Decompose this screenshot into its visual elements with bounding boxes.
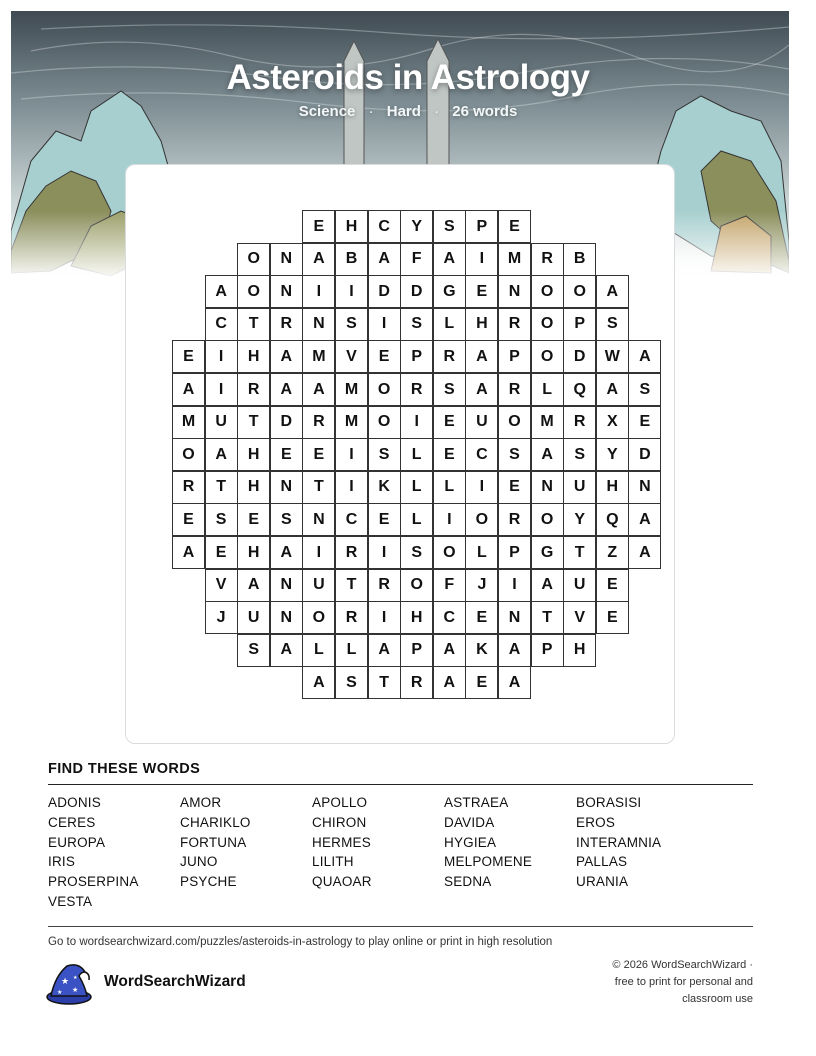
grid-cell[interactable]: H <box>335 210 368 243</box>
grid-cell[interactable]: P <box>498 340 531 373</box>
grid-cell[interactable]: I <box>302 275 335 308</box>
grid-cell[interactable]: A <box>531 569 564 602</box>
grid-cell[interactable]: T <box>531 601 564 634</box>
footer-url-text: Go to wordsearchwizard.com/puzzles/asteroids-in-astrology to play online or print in high resolution <box>48 936 553 948</box>
grid-cell[interactable]: A <box>270 634 303 667</box>
grid-cell[interactable]: P <box>400 634 433 667</box>
copyright-line: classroom use <box>682 993 753 1005</box>
word-list-item: PALLAS <box>576 854 628 870</box>
grid-cell[interactable]: D <box>628 438 661 471</box>
grid-cell[interactable]: Y <box>596 438 629 471</box>
grid-cell[interactable]: M <box>335 373 368 406</box>
copyright-notice <box>553 957 753 1008</box>
grid-cell[interactable]: O <box>531 340 564 373</box>
grid-cell[interactable]: O <box>400 569 433 602</box>
grid-cell[interactable]: O <box>433 536 466 569</box>
word-list-item: URANIA <box>576 874 629 890</box>
grid-cell[interactable]: N <box>531 471 564 504</box>
grid-cell[interactable]: Q <box>596 503 629 536</box>
grid-cell[interactable]: B <box>335 243 368 276</box>
grid-cell[interactable]: A <box>368 634 401 667</box>
grid-cell[interactable]: M <box>172 406 205 439</box>
grid-cell[interactable]: E <box>433 406 466 439</box>
grid-cell[interactable]: G <box>433 275 466 308</box>
grid-cell[interactable]: U <box>465 406 498 439</box>
grid-cell[interactable]: A <box>628 340 661 373</box>
grid-cell[interactable]: Q <box>563 373 596 406</box>
grid-cell[interactable]: N <box>628 471 661 504</box>
grid-cell[interactable]: O <box>302 601 335 634</box>
grid-cell[interactable]: I <box>335 438 368 471</box>
grid-cell[interactable]: S <box>498 438 531 471</box>
grid-cell[interactable]: T <box>237 406 270 439</box>
grid-cell[interactable]: N <box>270 569 303 602</box>
grid-cell[interactable]: S <box>237 634 270 667</box>
grid-cell[interactable]: L <box>433 308 466 341</box>
svg-text:★: ★ <box>72 986 79 994</box>
word-list-item: DAVIDA <box>444 814 495 830</box>
grid-cell[interactable]: I <box>368 536 401 569</box>
grid-cell[interactable]: E <box>465 666 498 699</box>
word-list-item: CHIRON <box>312 814 367 830</box>
grid-cell[interactable]: V <box>563 601 596 634</box>
grid-cell[interactable]: O <box>531 308 564 341</box>
grid-cell[interactable]: H <box>563 634 596 667</box>
grid-cell[interactable]: R <box>400 373 433 406</box>
word-list-item: EROS <box>576 814 616 830</box>
word-list-item: INTERAMNIA <box>576 834 662 850</box>
grid-cell[interactable]: A <box>172 536 205 569</box>
word-list-item: QUAOAR <box>312 874 372 890</box>
word-list-item: EUROPA <box>48 834 106 850</box>
grid-cell[interactable]: I <box>368 308 401 341</box>
grid-cell[interactable]: E <box>596 569 629 602</box>
grid-cell[interactable]: R <box>433 340 466 373</box>
grid-cell[interactable]: S <box>368 438 401 471</box>
grid-cell[interactable]: C <box>205 308 238 341</box>
grid-cell[interactable]: R <box>563 406 596 439</box>
grid-cell[interactable]: E <box>433 438 466 471</box>
word-list-item: ASTRAEA <box>444 795 509 810</box>
grid-cell[interactable]: N <box>270 275 303 308</box>
grid-cell[interactable]: R <box>302 406 335 439</box>
grid-cell[interactable]: A <box>205 275 238 308</box>
grid-cell[interactable]: H <box>596 471 629 504</box>
grid-cell[interactable]: I <box>433 503 466 536</box>
grid-cell[interactable]: A <box>302 373 335 406</box>
grid-cell[interactable]: C <box>433 601 466 634</box>
word-list-item: FORTUNA <box>180 834 247 850</box>
grid-cell[interactable]: A <box>465 340 498 373</box>
grid-cell[interactable]: H <box>237 471 270 504</box>
difficulty-label: Hard <box>386 103 421 120</box>
grid-cell[interactable]: E <box>172 503 205 536</box>
grid-cell[interactable]: L <box>302 634 335 667</box>
grid-cell[interactable]: J <box>465 569 498 602</box>
word-list-item: SEDNA <box>444 874 492 890</box>
word-list <box>48 793 748 912</box>
grid-cell[interactable]: M <box>335 406 368 439</box>
grid-cell[interactable]: O <box>172 438 205 471</box>
page-title: Asteroids in Astrology <box>226 58 590 97</box>
grid-cell[interactable]: E <box>302 438 335 471</box>
grid-cell[interactable]: T <box>302 471 335 504</box>
grid-cell[interactable]: A <box>270 340 303 373</box>
grid-cell[interactable]: S <box>205 503 238 536</box>
puzzle-meta <box>0 103 816 120</box>
grid-cell[interactable]: A <box>368 243 401 276</box>
grid-cell[interactable]: X <box>596 406 629 439</box>
grid-cell[interactable]: A <box>433 634 466 667</box>
grid-cell[interactable]: F <box>400 243 433 276</box>
grid-cell[interactable]: N <box>270 243 303 276</box>
word-list-item: IRIS <box>48 854 76 870</box>
grid-cell[interactable]: N <box>498 275 531 308</box>
divider <box>48 784 753 785</box>
grid-cell[interactable]: A <box>498 634 531 667</box>
grid-cell[interactable]: E <box>368 340 401 373</box>
grid-cell[interactable]: Y <box>400 210 433 243</box>
grid-cell[interactable]: E <box>498 210 531 243</box>
grid-cell[interactable]: D <box>563 340 596 373</box>
grid-cell[interactable]: S <box>433 210 466 243</box>
grid-cell[interactable]: N <box>498 601 531 634</box>
word-count-label: 26 words <box>452 103 518 120</box>
word-list-heading: FIND THESE WORDS <box>48 761 201 777</box>
grid-cell[interactable]: J <box>205 601 238 634</box>
grid-cell[interactable]: G <box>531 536 564 569</box>
grid-cell[interactable]: K <box>465 634 498 667</box>
word-list-item: HERMES <box>312 834 371 850</box>
grid-cell[interactable]: D <box>400 275 433 308</box>
grid-cell[interactable]: I <box>465 243 498 276</box>
grid-cell[interactable]: S <box>596 308 629 341</box>
grid-cell[interactable]: T <box>563 536 596 569</box>
grid-cell[interactable]: A <box>498 666 531 699</box>
grid-cell[interactable]: A <box>628 536 661 569</box>
grid-cell[interactable]: O <box>465 503 498 536</box>
grid-cell[interactable]: O <box>237 275 270 308</box>
grid-cell[interactable]: S <box>563 438 596 471</box>
grid-cell[interactable]: R <box>531 243 564 276</box>
grid-cell[interactable]: R <box>400 666 433 699</box>
grid-cell[interactable]: O <box>368 406 401 439</box>
grid-cell[interactable]: A <box>531 438 564 471</box>
grid-cell[interactable]: I <box>400 406 433 439</box>
grid-cell[interactable]: N <box>302 308 335 341</box>
grid-cell[interactable]: I <box>205 340 238 373</box>
word-list-item: CERES <box>48 814 96 830</box>
grid-cell[interactable]: T <box>205 471 238 504</box>
divider <box>48 926 753 927</box>
grid-cell[interactable]: E <box>270 438 303 471</box>
grid-cell[interactable]: R <box>368 569 401 602</box>
grid-cell[interactable]: E <box>465 601 498 634</box>
grid-cell[interactable]: B <box>563 243 596 276</box>
grid-cell[interactable]: E <box>205 536 238 569</box>
grid-cell[interactable]: I <box>335 471 368 504</box>
grid-cell[interactable]: H <box>237 340 270 373</box>
grid-cell[interactable]: A <box>465 373 498 406</box>
word-list-item: LILITH <box>312 854 354 870</box>
grid-cell[interactable]: R <box>172 471 205 504</box>
grid-cell[interactable]: U <box>563 569 596 602</box>
grid-cell[interactable]: D <box>270 406 303 439</box>
grid-cell[interactable]: H <box>465 308 498 341</box>
grid-cell[interactable]: A <box>172 373 205 406</box>
grid-cell[interactable]: L <box>400 438 433 471</box>
grid-cell[interactable]: K <box>368 471 401 504</box>
grid-cell[interactable]: O <box>531 275 564 308</box>
grid-cell[interactable]: H <box>237 536 270 569</box>
grid-cell[interactable]: A <box>302 666 335 699</box>
category-label: Science <box>298 103 356 120</box>
grid-cell[interactable]: I <box>335 275 368 308</box>
grid-cell[interactable]: R <box>335 536 368 569</box>
grid-cell[interactable]: T <box>368 666 401 699</box>
copyright-line: © 2026 WordSearchWizard · <box>612 959 753 971</box>
grid-cell[interactable]: C <box>368 210 401 243</box>
grid-cell[interactable]: Z <box>596 536 629 569</box>
grid-cell[interactable]: O <box>498 406 531 439</box>
grid-cell[interactable]: P <box>563 308 596 341</box>
grid-cell[interactable]: L <box>335 634 368 667</box>
word-list-item: APOLLO <box>312 795 368 810</box>
word-list-item: VESTA <box>48 893 93 909</box>
grid-cell[interactable]: A <box>205 438 238 471</box>
grid-cell[interactable]: E <box>237 503 270 536</box>
svg-text:★: ★ <box>57 989 63 996</box>
brand-name: WordSearchWizard <box>104 973 246 990</box>
meta-separator: · <box>434 103 440 120</box>
grid-cell[interactable]: A <box>237 569 270 602</box>
word-list-item: PROSERPINA <box>48 874 139 890</box>
grid-cell[interactable]: M <box>531 406 564 439</box>
svg-text:★: ★ <box>61 977 70 987</box>
grid-cell[interactable]: L <box>465 536 498 569</box>
grid-cell[interactable]: L <box>400 471 433 504</box>
grid-cell[interactable]: R <box>335 601 368 634</box>
grid-cell[interactable]: E <box>368 503 401 536</box>
grid-cell[interactable]: S <box>270 503 303 536</box>
grid-cell[interactable]: C <box>335 503 368 536</box>
grid-cell[interactable]: D <box>368 275 401 308</box>
grid-cell[interactable]: F <box>433 569 466 602</box>
word-list-item: JUNO <box>180 854 218 870</box>
grid-cell[interactable]: T <box>237 308 270 341</box>
grid-cell[interactable]: E <box>596 601 629 634</box>
grid-cell[interactable]: A <box>596 275 629 308</box>
grid-cell[interactable]: N <box>270 471 303 504</box>
grid-cell[interactable]: L <box>433 471 466 504</box>
grid-cell[interactable]: E <box>465 275 498 308</box>
grid-cell[interactable]: I <box>498 569 531 602</box>
svg-text:★: ★ <box>73 975 78 981</box>
word-list-item: ADONIS <box>48 795 101 810</box>
word-list-item: CHARIKLO <box>180 814 251 830</box>
grid-cell[interactable]: O <box>368 373 401 406</box>
grid-cell[interactable]: I <box>368 601 401 634</box>
grid-cell[interactable]: C <box>465 438 498 471</box>
word-list-item: MELPOMENE <box>444 854 533 870</box>
grid-cell[interactable]: O <box>531 503 564 536</box>
grid-cell[interactable]: U <box>237 601 270 634</box>
grid-cell[interactable]: A <box>596 373 629 406</box>
grid-cell[interactable]: N <box>302 503 335 536</box>
grid-cell[interactable]: P <box>531 634 564 667</box>
grid-cell[interactable]: R <box>498 503 531 536</box>
meta-separator: · <box>368 103 374 120</box>
grid-cell[interactable]: E <box>172 340 205 373</box>
grid-cell[interactable]: A <box>270 373 303 406</box>
word-list-item: HYGIEA <box>444 834 497 850</box>
grid-cell[interactable]: U <box>205 406 238 439</box>
grid-cell[interactable]: S <box>400 536 433 569</box>
grid-cell[interactable]: E <box>498 471 531 504</box>
grid-cell[interactable]: E <box>302 210 335 243</box>
grid-cell[interactable]: P <box>465 210 498 243</box>
grid-cell[interactable]: A <box>270 536 303 569</box>
grid-cell[interactable]: U <box>563 471 596 504</box>
word-list-item: BORASISI <box>576 795 642 810</box>
grid-cell[interactable]: Y <box>563 503 596 536</box>
grid-cell[interactable]: S <box>335 308 368 341</box>
grid-cell[interactable]: P <box>400 340 433 373</box>
grid-cell[interactable]: A <box>628 503 661 536</box>
grid-cell[interactable]: V <box>205 569 238 602</box>
grid-cell[interactable]: T <box>335 569 368 602</box>
grid-cell[interactable]: N <box>270 601 303 634</box>
grid-cell[interactable]: S <box>400 308 433 341</box>
grid-cell[interactable]: R <box>270 308 303 341</box>
grid-cell[interactable]: R <box>498 373 531 406</box>
grid-cell[interactable]: W <box>596 340 629 373</box>
grid-cell[interactable]: S <box>628 373 661 406</box>
grid-cell[interactable]: E <box>628 406 661 439</box>
copyright-line: free to print for personal and <box>614 976 753 988</box>
grid-cell[interactable]: I <box>465 471 498 504</box>
grid-cell[interactable]: O <box>237 243 270 276</box>
wizard-hat-icon <box>45 962 93 1006</box>
grid-cell[interactable]: A <box>433 243 466 276</box>
grid-cell[interactable]: I <box>302 536 335 569</box>
grid-cell[interactable]: R <box>237 373 270 406</box>
grid-cell[interactable]: P <box>498 536 531 569</box>
grid-cell[interactable]: M <box>302 340 335 373</box>
word-list-item: PSYCHE <box>180 874 237 890</box>
grid-cell[interactable]: H <box>400 601 433 634</box>
grid-cell[interactable]: S <box>433 373 466 406</box>
grid-cell[interactable]: A <box>433 666 466 699</box>
grid-cell[interactable]: M <box>498 243 531 276</box>
grid-cell[interactable]: S <box>335 666 368 699</box>
grid-cell[interactable]: L <box>400 503 433 536</box>
word-list-item: AMOR <box>180 795 222 810</box>
grid-cell[interactable]: H <box>237 438 270 471</box>
grid-cell[interactable]: I <box>205 373 238 406</box>
grid-cell[interactable]: R <box>498 308 531 341</box>
grid-cell[interactable]: A <box>302 243 335 276</box>
grid-cell[interactable]: L <box>531 373 564 406</box>
grid-cell[interactable]: U <box>302 569 335 602</box>
grid-cell[interactable]: O <box>563 275 596 308</box>
grid-cell[interactable]: V <box>335 340 368 373</box>
